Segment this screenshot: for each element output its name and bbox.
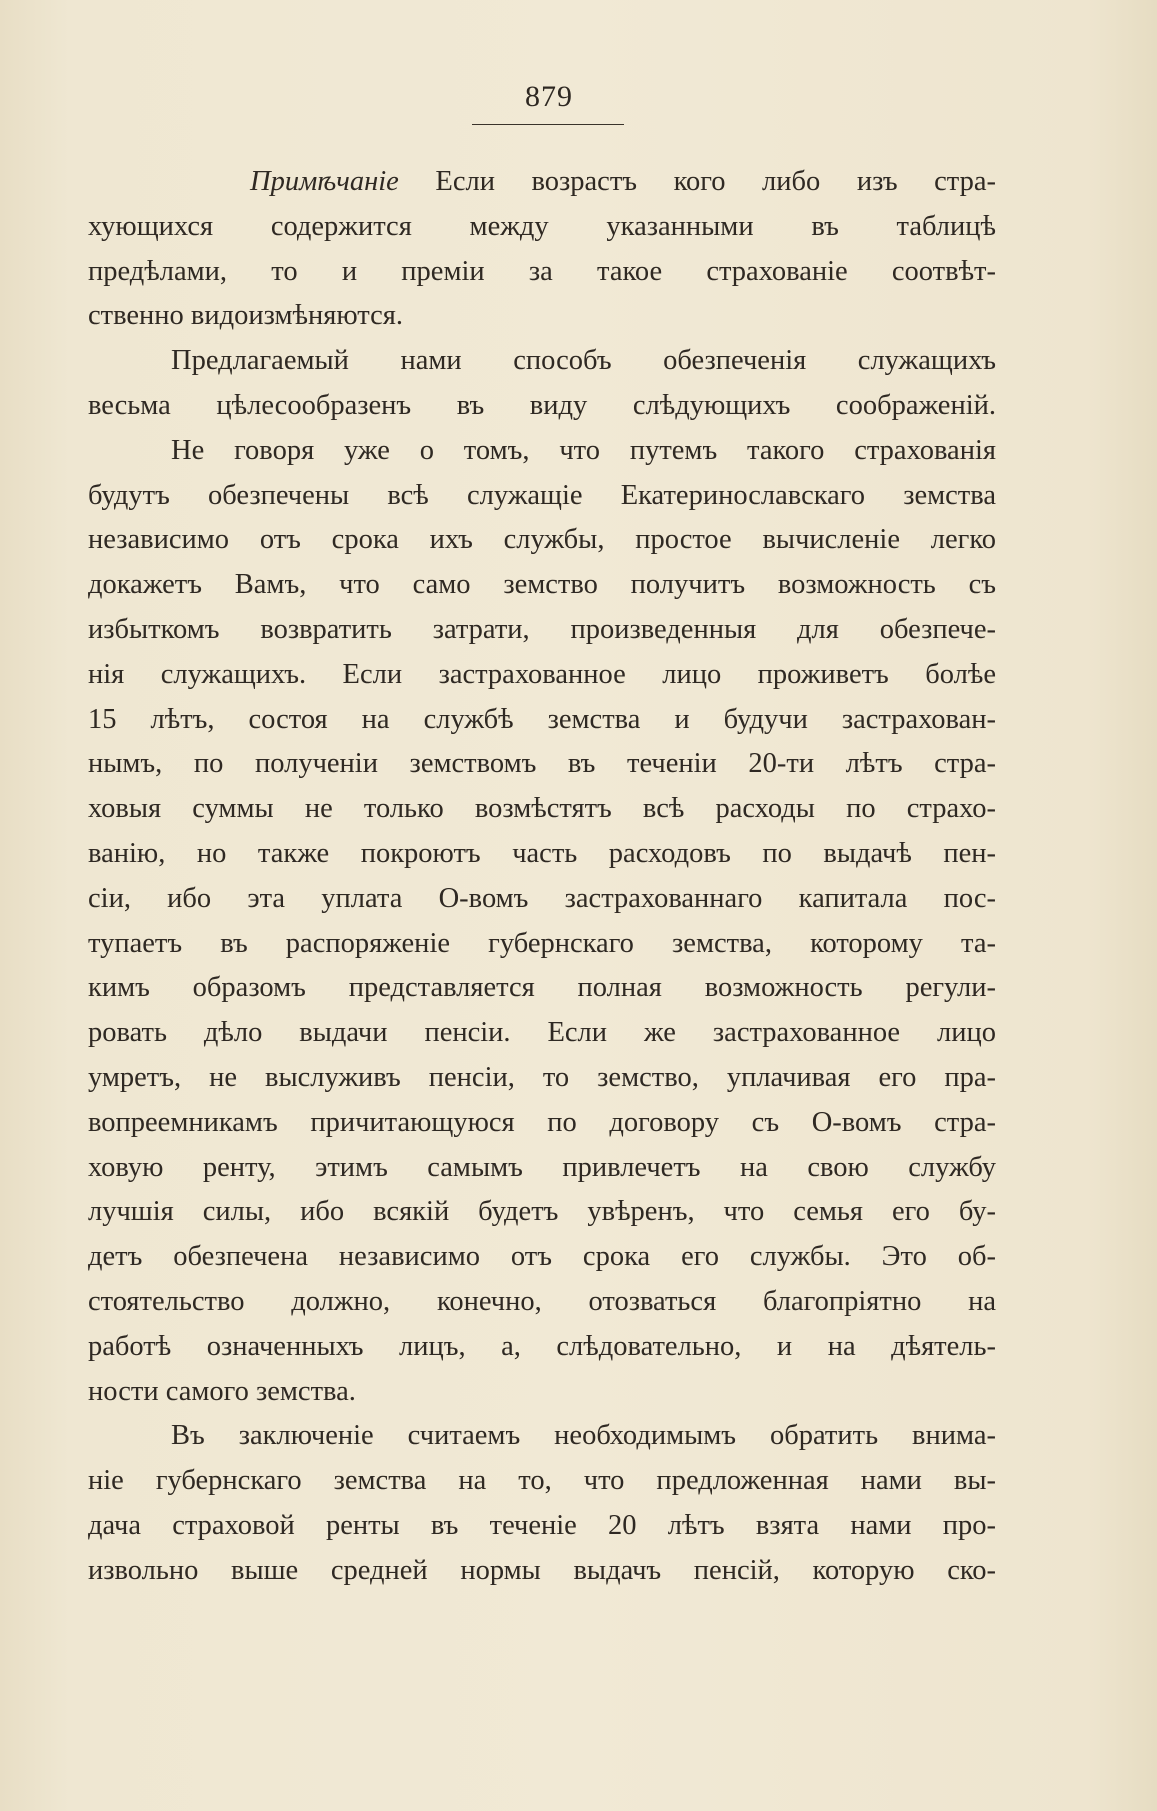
text-line: нымъ, по полученіи земствомъ въ теченіи 20-ти лѣтъ стра- xyxy=(88,748,996,780)
text-line: весьма цѣлесообразенъ въ виду слѣдующихъ соображеній. xyxy=(88,389,996,421)
text-line: будутъ обезпечены всѣ служащіе Екатеринославскаго земства xyxy=(88,479,996,511)
text-line: ственно видоизмѣняются. xyxy=(88,300,403,332)
text-line: ховыя суммы не только возмѣстятъ всѣ расходы по страхо- xyxy=(88,793,996,825)
text-line: ніе губернскаго земства на то, что предложенная нами вы- xyxy=(88,1465,996,1497)
text-line: ровать дѣло выдачи пенсіи. Если же застрахованное лицо xyxy=(88,1017,996,1049)
text-line: кимъ образомъ представляется полная возможность регули- xyxy=(88,972,996,1004)
text-line: лучшія силы, ибо всякій будетъ увѣренъ, что семья его бу- xyxy=(88,1196,996,1228)
text-line: Предлагаемый нами способъ обезпеченія служащихъ xyxy=(171,345,996,377)
text-line: Не говоря уже о томъ, что путемъ такого страхованія xyxy=(171,434,996,466)
text-line: работѣ означенныхъ лицъ, а, слѣдовательно, и на дѣятель- xyxy=(88,1330,996,1362)
text-line: Въ заключеніе считаемъ необходимымъ обратить внима- xyxy=(171,1420,996,1452)
text-line: ванію, но также покроютъ часть расходовъ по выдачѣ пен- xyxy=(88,837,996,869)
text-line: нія служащихъ. Если застрахованное лицо проживетъ болѣе xyxy=(88,658,996,690)
text-line: независимо отъ срока ихъ службы, простое вычисленіе легко xyxy=(88,524,996,556)
text-line: детъ обезпечена независимо отъ срока его службы. Это об- xyxy=(88,1241,996,1273)
paragraph-3 xyxy=(88,1414,996,1593)
text-line: 15 лѣтъ, состоя на службѣ земства и будучи застрахован- xyxy=(88,703,996,735)
text-line: сіи, ибо эта уплата О-вомъ застрахованнаго капитала пос- xyxy=(88,882,996,914)
text-line: избыткомъ возвратить затрати, произведенныя для обезпече- xyxy=(88,613,996,645)
text-line: дача страховой ренты въ теченіе 20 лѣтъ взята нами про- xyxy=(88,1509,996,1541)
text-line xyxy=(88,160,996,205)
text-line: извольно выше средней нормы выдачъ пенсій, которую ско- xyxy=(88,1554,996,1586)
note-title: Примѣчаніе xyxy=(250,166,399,197)
note-paragraph xyxy=(88,160,996,339)
text-line: предѣлами, то и преміи за такое страхованіе соотвѣт- xyxy=(88,255,996,287)
paragraph-2 xyxy=(88,429,996,1415)
text-line: хующихся содержится между указанными въ таблицѣ xyxy=(88,210,996,242)
page-number-rule xyxy=(472,124,624,125)
note-first-line-text: Если возрастъ кого либо изъ стра- xyxy=(398,166,996,197)
text-line: вопреемникамъ причитающуюся по договору съ О-вомъ стра- xyxy=(88,1106,996,1138)
text-line: ховую ренту, этимъ самымъ привлечетъ на свою службу xyxy=(88,1151,996,1183)
text-line: ности самого земства. xyxy=(88,1375,356,1407)
paragraph-1 xyxy=(88,339,996,429)
text-line: докажетъ Вамъ, что само земство получитъ возможность съ xyxy=(88,569,996,601)
text-line: умретъ, не выслуживъ пенсіи, то земство, уплачивая его пра- xyxy=(88,1061,996,1093)
text-line: стоятельство должно, конечно, отозваться благопріятно на xyxy=(88,1285,996,1317)
page-number: 879 xyxy=(525,80,573,113)
text-line: тупаетъ въ распоряженіе губернскаго земства, которому та- xyxy=(88,927,996,959)
body-text xyxy=(88,160,996,1594)
